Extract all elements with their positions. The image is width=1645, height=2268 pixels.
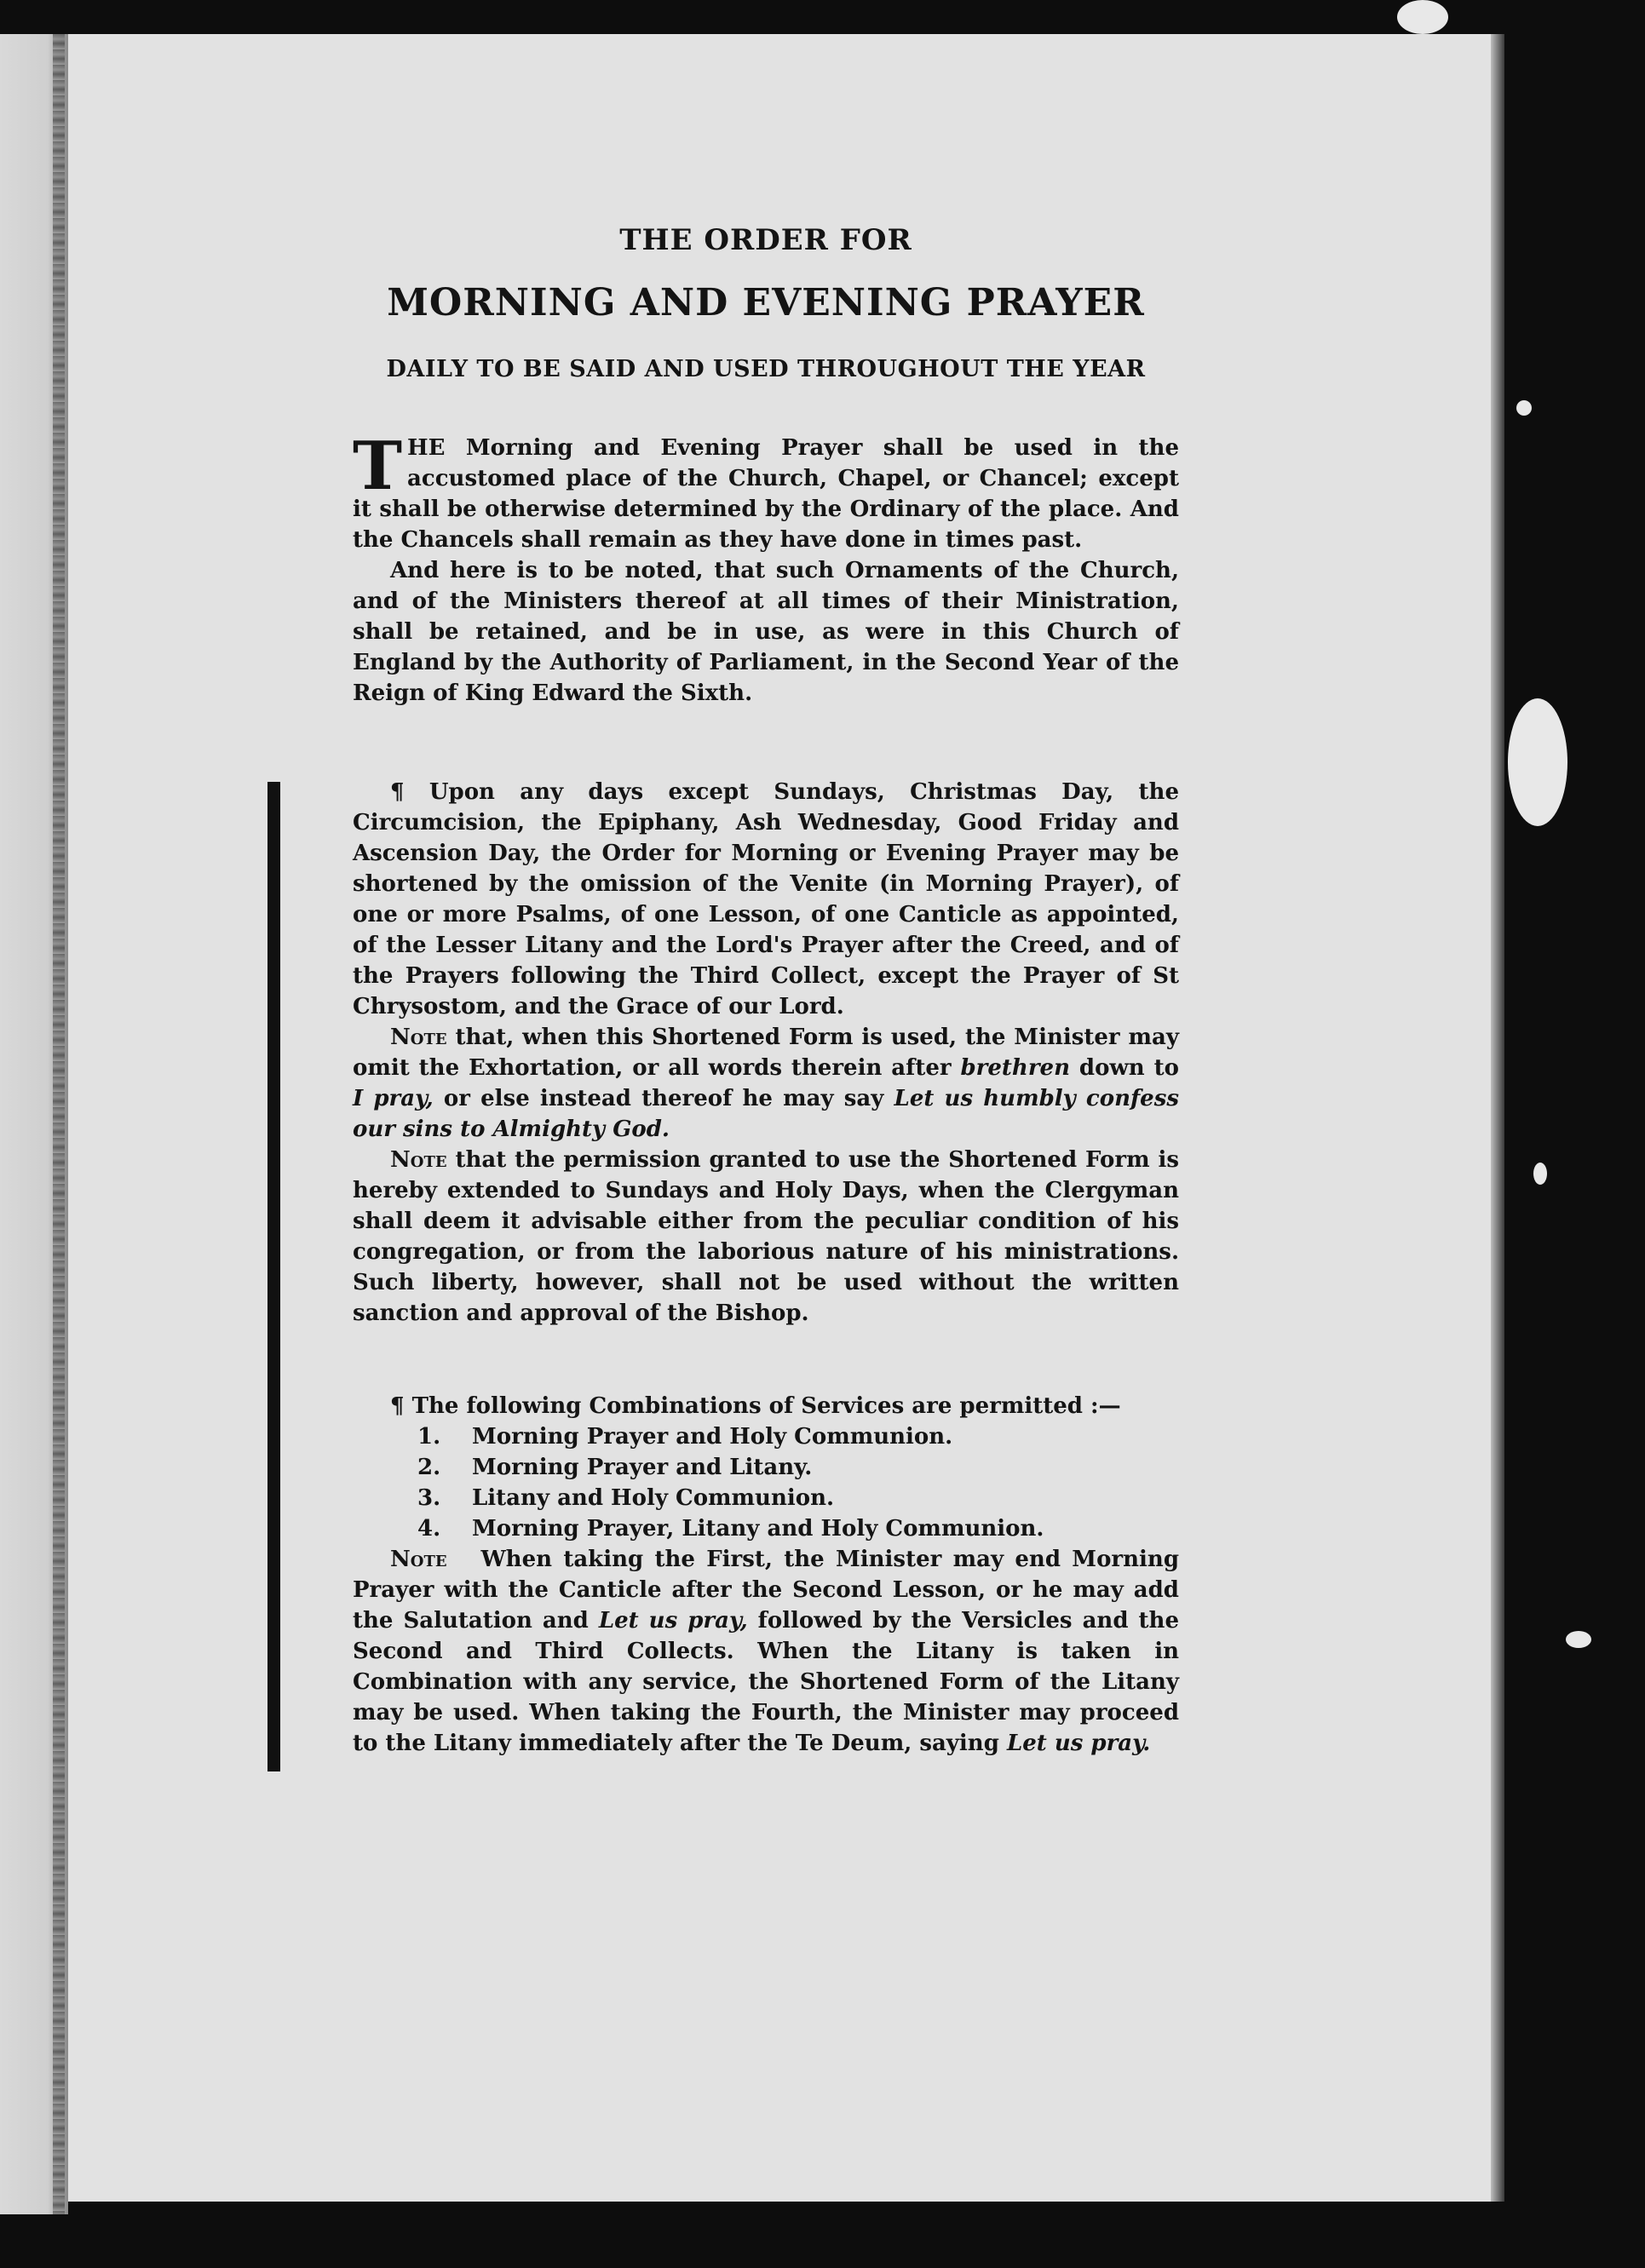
list-text: Morning Prayer and Litany. xyxy=(472,1455,813,1480)
list-text: Morning Prayer, Litany and Holy Communion. xyxy=(472,1516,1044,1542)
note-italic: brethren xyxy=(960,1055,1070,1081)
note-text: that the permission granted to use the Shortened Form is hereby extended to Sundays and Holy Days, when the Clergyman shall deem it advisable either from the peculiar condition of his congregation, or from the laborious nature of his ministrations. Such liberty, however, shall not be used without the written sanction and approval of the Bishop. xyxy=(353,1147,1179,1326)
pilcrow: ¶ xyxy=(390,779,405,805)
pilcrow: ¶ xyxy=(390,1393,405,1419)
drop-cap: T xyxy=(353,428,403,505)
title-line-2: MORNING AND EVENING PRAYER xyxy=(387,281,1145,324)
note-italic: Let us pray, xyxy=(598,1608,748,1634)
intro-section xyxy=(353,428,1179,709)
note-text: that, when this Shortened Form is used, the Minister may omit the Exhortation, or all words therein after xyxy=(353,1025,1179,1081)
list-text: Litany and Holy Communion. xyxy=(472,1485,835,1511)
note-label: Note xyxy=(390,1547,447,1572)
subtitle: DAILY TO BE SAID AND USED THROUGHOUT THE YEAR xyxy=(386,356,1146,382)
combinations-section xyxy=(353,1391,1179,1759)
title-line-1: THE ORDER FOR xyxy=(619,223,912,257)
note-italic: Let us humbly confess our sins to Almighty God. xyxy=(353,1086,1179,1142)
combinations-intro-text: The following Combinations of Services are permitted :— xyxy=(411,1393,1121,1419)
note-label: Note xyxy=(390,1147,447,1173)
note-italic: Let us pray. xyxy=(1006,1731,1151,1756)
left-page-edge xyxy=(53,34,65,2214)
note-label: Note xyxy=(390,1025,447,1050)
combinations-intro xyxy=(353,1391,1179,1421)
paper-speck xyxy=(1508,698,1567,826)
list-item xyxy=(353,1421,1179,1452)
shortened-note-2 xyxy=(353,1145,1179,1329)
list-number: 1. xyxy=(417,1424,441,1450)
paper-speck xyxy=(1397,0,1448,34)
note-text: down to xyxy=(1078,1055,1179,1081)
list-text: Morning Prayer and Holy Communion. xyxy=(472,1424,953,1450)
intro-paragraph-1-text: HE Morning and Evening Prayer shall be used in the accustomed place of the Church, Chapel, or Chancel; except it shall be otherwise determined by the Ordinary of the place. And the Chancels shall remain as they have done in times past. xyxy=(353,435,1179,553)
shortened-note-1 xyxy=(353,1022,1179,1145)
intro-paragraph-2: And here is to be noted, that such Ornaments of the Church, and of the Ministers thereof at all times of their Ministration, shall be retained, and be in use, as were in this Church of England by the Authority of Parliament, in the Second Year of the Reign of King Edward the Sixth. xyxy=(353,558,1179,706)
note-text: or else instead thereof he may say xyxy=(443,1086,884,1111)
intro-paragraph-1 xyxy=(353,428,1179,555)
paper-speck xyxy=(1533,1163,1547,1185)
paper-speck xyxy=(1516,400,1532,416)
combinations-list xyxy=(353,1421,1179,1544)
shortened-paragraph-text: Upon any days except Sundays, Christmas Day, the Circumcision, the Epiphany, Ash Wednesday, Good Friday and Ascension Day, the Order for Morning or Evening Prayer may be shortened by the omission of the Venite (in Morning Prayer), of one or more Psalms, of one Lesson, of one Canticle as appointed, of the Lesser Litany and the Lord's Prayer after the Creed, and of the Prayers following the Third Collect, except the Prayer of St Chrysostom, and the Grace of our Lord. xyxy=(353,779,1179,1019)
combinations-note xyxy=(353,1544,1179,1759)
paper-speck xyxy=(1566,1631,1591,1648)
page-edge-shadow xyxy=(1491,34,1504,2202)
shortened-form-section xyxy=(353,777,1179,1329)
list-number: 3. xyxy=(417,1485,441,1511)
margin-rule xyxy=(267,782,280,1771)
note-italic: I pray, xyxy=(353,1086,434,1111)
list-item xyxy=(353,1513,1179,1544)
list-number: 4. xyxy=(417,1516,441,1542)
list-item xyxy=(353,1483,1179,1513)
shortened-paragraph xyxy=(353,777,1179,1022)
list-number: 2. xyxy=(417,1455,441,1480)
note-text: followed by the Versicles and the Second and Third Collects. When the Litany is taken in Combination with any service, the Shortened Form of the Litany may be used. When taking the Fourth, the Minister may proceed to the Litany immediately after the Te Deum, saying xyxy=(353,1608,1179,1756)
list-item xyxy=(353,1452,1179,1483)
note-text: When taking the First, the Minister may end Morning Prayer with the Canticle after the Second Lesson, or he may add the Salutation and xyxy=(353,1547,1179,1634)
